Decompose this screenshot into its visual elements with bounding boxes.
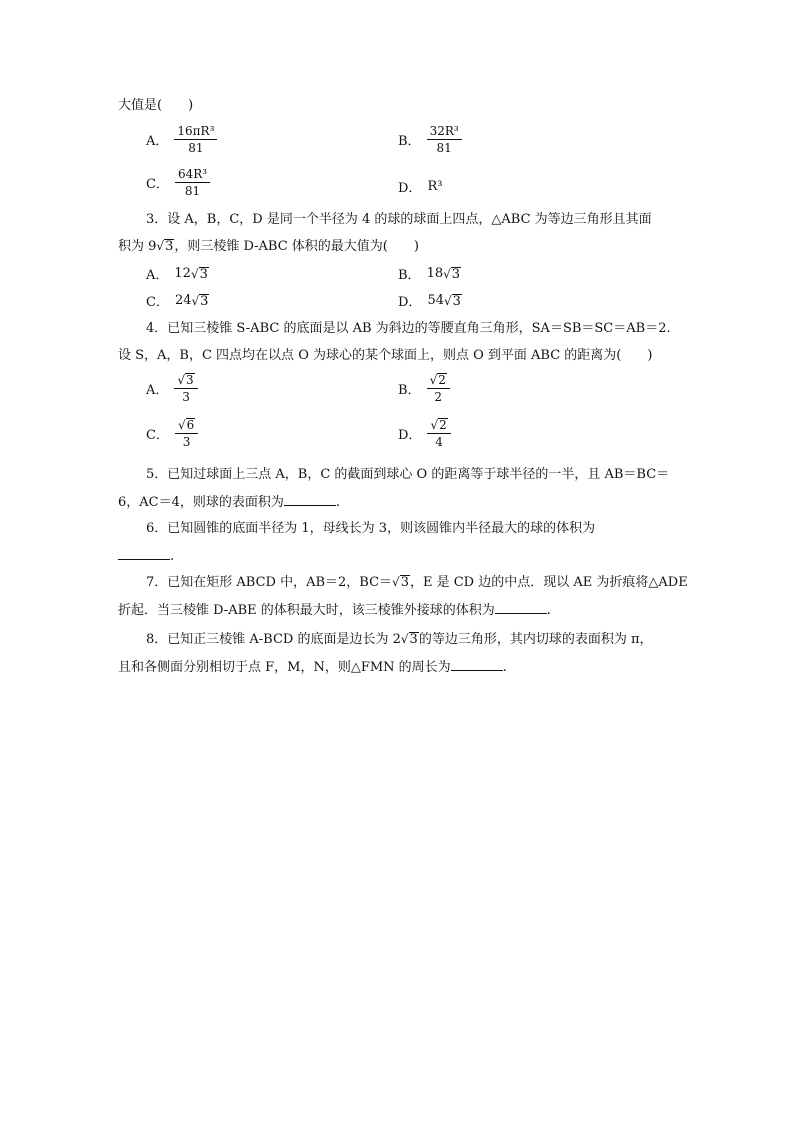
numerator: √ 6 bbox=[175, 418, 198, 434]
option-letter: A． bbox=[146, 383, 169, 398]
question-8-line-1 bbox=[146, 631, 653, 649]
numerator: √ 3 bbox=[174, 373, 197, 389]
text-segment: ，E 是 CD 边的中点．现以 AE 为折痕将△ADE bbox=[409, 575, 688, 590]
fraction bbox=[175, 418, 198, 449]
q3-option-d bbox=[398, 291, 462, 310]
fraction bbox=[174, 373, 197, 404]
text-segment: 积为 9 bbox=[118, 239, 157, 254]
option-letter: C． bbox=[146, 177, 169, 192]
text-segment: 且和各侧面分别相切于点 F，M，N，则△FMN 的周长为 bbox=[118, 660, 451, 675]
square-root: √ 3 bbox=[443, 293, 461, 309]
square-root: √ 3 bbox=[156, 239, 174, 254]
fraction bbox=[175, 167, 210, 198]
numerator: 16πR³ bbox=[174, 124, 217, 140]
question-7-line-2 bbox=[118, 601, 551, 620]
numerator: √ 2 bbox=[427, 418, 450, 434]
option-letter: C． bbox=[146, 295, 169, 310]
option-letter: B． bbox=[398, 134, 421, 149]
answer-blank[interactable] bbox=[284, 493, 336, 506]
q3-option-a bbox=[146, 264, 209, 283]
answer-blank[interactable] bbox=[451, 658, 503, 671]
radicand: 2 bbox=[439, 418, 447, 432]
q4-option-c bbox=[146, 418, 198, 449]
option-letter: A． bbox=[146, 134, 169, 149]
radicand: 3 bbox=[186, 373, 194, 387]
denominator: 81 bbox=[188, 141, 204, 155]
question-6-line-1: 6．已知圆锥的底面半径为 1，母线长为 3，则该圆锥内半径最大的球的体积为 bbox=[146, 521, 596, 536]
q2-option-c bbox=[146, 167, 210, 198]
denominator: 81 bbox=[436, 141, 452, 155]
option-letter: D． bbox=[398, 181, 422, 196]
answer-blank[interactable] bbox=[118, 547, 170, 560]
radicand: 3 bbox=[451, 266, 461, 282]
q2-option-d bbox=[398, 177, 442, 196]
radicand: 3 bbox=[400, 575, 409, 590]
text-segment: 折起．当三棱锥 D-ABE 的体积最大时，该三棱锥外接球的体积为 bbox=[118, 603, 495, 618]
square-root: √ 3 bbox=[400, 632, 418, 647]
denominator: 4 bbox=[435, 435, 443, 449]
option-letter: D． bbox=[398, 428, 422, 443]
option-letter: B． bbox=[398, 383, 421, 398]
fraction bbox=[427, 373, 450, 404]
numerator: √ 2 bbox=[427, 373, 450, 389]
text-segment: . bbox=[170, 549, 175, 564]
text-segment: 7．已知在矩形 ABCD 中，AB＝2，BC＝ bbox=[146, 575, 393, 590]
q4-option-d bbox=[398, 418, 451, 449]
text-segment: 的等边三角形，其内切球的表面积为 π， bbox=[418, 632, 653, 647]
text-segment: . bbox=[335, 495, 341, 510]
q3-option-c bbox=[146, 291, 209, 310]
radicand: 3 bbox=[165, 239, 174, 254]
coefficient: 24 bbox=[174, 293, 192, 308]
denominator: 2 bbox=[434, 390, 443, 404]
fraction bbox=[427, 124, 462, 155]
option-letter: A． bbox=[146, 268, 169, 283]
text-segment: . bbox=[546, 603, 551, 618]
q4-option-b bbox=[398, 373, 450, 404]
question-7-line-1 bbox=[146, 574, 688, 592]
fraction bbox=[174, 124, 217, 155]
question-4-line-2: 设 S，A，B，C 四点均在以点 O 为球心的某个球面上，则点 O 到平面 ABC 的距离为( ) bbox=[118, 348, 653, 363]
text-segment: 6，AC＝4，则球的表面积为 bbox=[118, 495, 284, 510]
text-segment: 8．已知正三棱锥 A-BCD 的底面是边长为 2 bbox=[146, 632, 401, 647]
option-letter: B． bbox=[398, 268, 421, 283]
answer-blank[interactable] bbox=[495, 601, 547, 614]
q2-option-a bbox=[146, 124, 217, 155]
denominator: 81 bbox=[184, 184, 201, 198]
radicand: 3 bbox=[199, 266, 208, 282]
numerator: 64R³ bbox=[175, 167, 210, 183]
q4-option-a bbox=[146, 373, 198, 404]
square-root: √ 3 bbox=[443, 266, 461, 282]
coefficient: 54 bbox=[427, 293, 444, 308]
square-root: √ 3 bbox=[392, 575, 409, 590]
coefficient: 18 bbox=[426, 266, 444, 281]
question-2-tail: 大值是( ) bbox=[118, 98, 194, 113]
option-text: R³ bbox=[427, 179, 443, 194]
question-3-line-2 bbox=[118, 238, 419, 256]
question-5-line-1: 5．已知过球面上三点 A，B，C 的截面到球心 O 的距离等于球半径的一半，且 AB＝BC＝ bbox=[146, 467, 670, 482]
text-segment: . bbox=[502, 660, 507, 675]
square-root: √ 3 bbox=[190, 266, 208, 282]
option-letter: C． bbox=[146, 428, 169, 443]
radicand: 3 bbox=[409, 632, 418, 647]
radicand: 3 bbox=[452, 293, 461, 309]
question-5-line-2 bbox=[118, 493, 340, 512]
question-6-line-2 bbox=[118, 547, 174, 566]
numerator: 32R³ bbox=[427, 124, 462, 140]
denominator: 3 bbox=[182, 390, 190, 404]
question-3-line-1: 3．设 A，B，C，D 是同一个半径为 4 的球的球面上四点，△ABC 为等边三角形且其面 bbox=[146, 212, 652, 227]
radicand: 3 bbox=[200, 293, 209, 309]
q2-option-b bbox=[398, 124, 462, 155]
q3-option-b bbox=[398, 264, 461, 283]
fraction bbox=[427, 418, 450, 449]
option-letter: D． bbox=[398, 295, 422, 310]
question-8-line-2 bbox=[118, 658, 507, 677]
coefficient: 12 bbox=[174, 266, 191, 281]
square-root: √ 3 bbox=[191, 293, 209, 309]
question-4-line-1: 4．已知三棱锥 S-ABC 的底面是以 AB 为斜边的等腰直角三角形，SA＝SB＝SC＝AB＝2. bbox=[146, 321, 671, 336]
radicand: 6 bbox=[186, 418, 195, 432]
denominator: 3 bbox=[182, 435, 191, 449]
radicand: 2 bbox=[438, 373, 446, 387]
text-segment: ，则三棱锥 D-ABC 体积的最大值为( ) bbox=[174, 239, 419, 254]
